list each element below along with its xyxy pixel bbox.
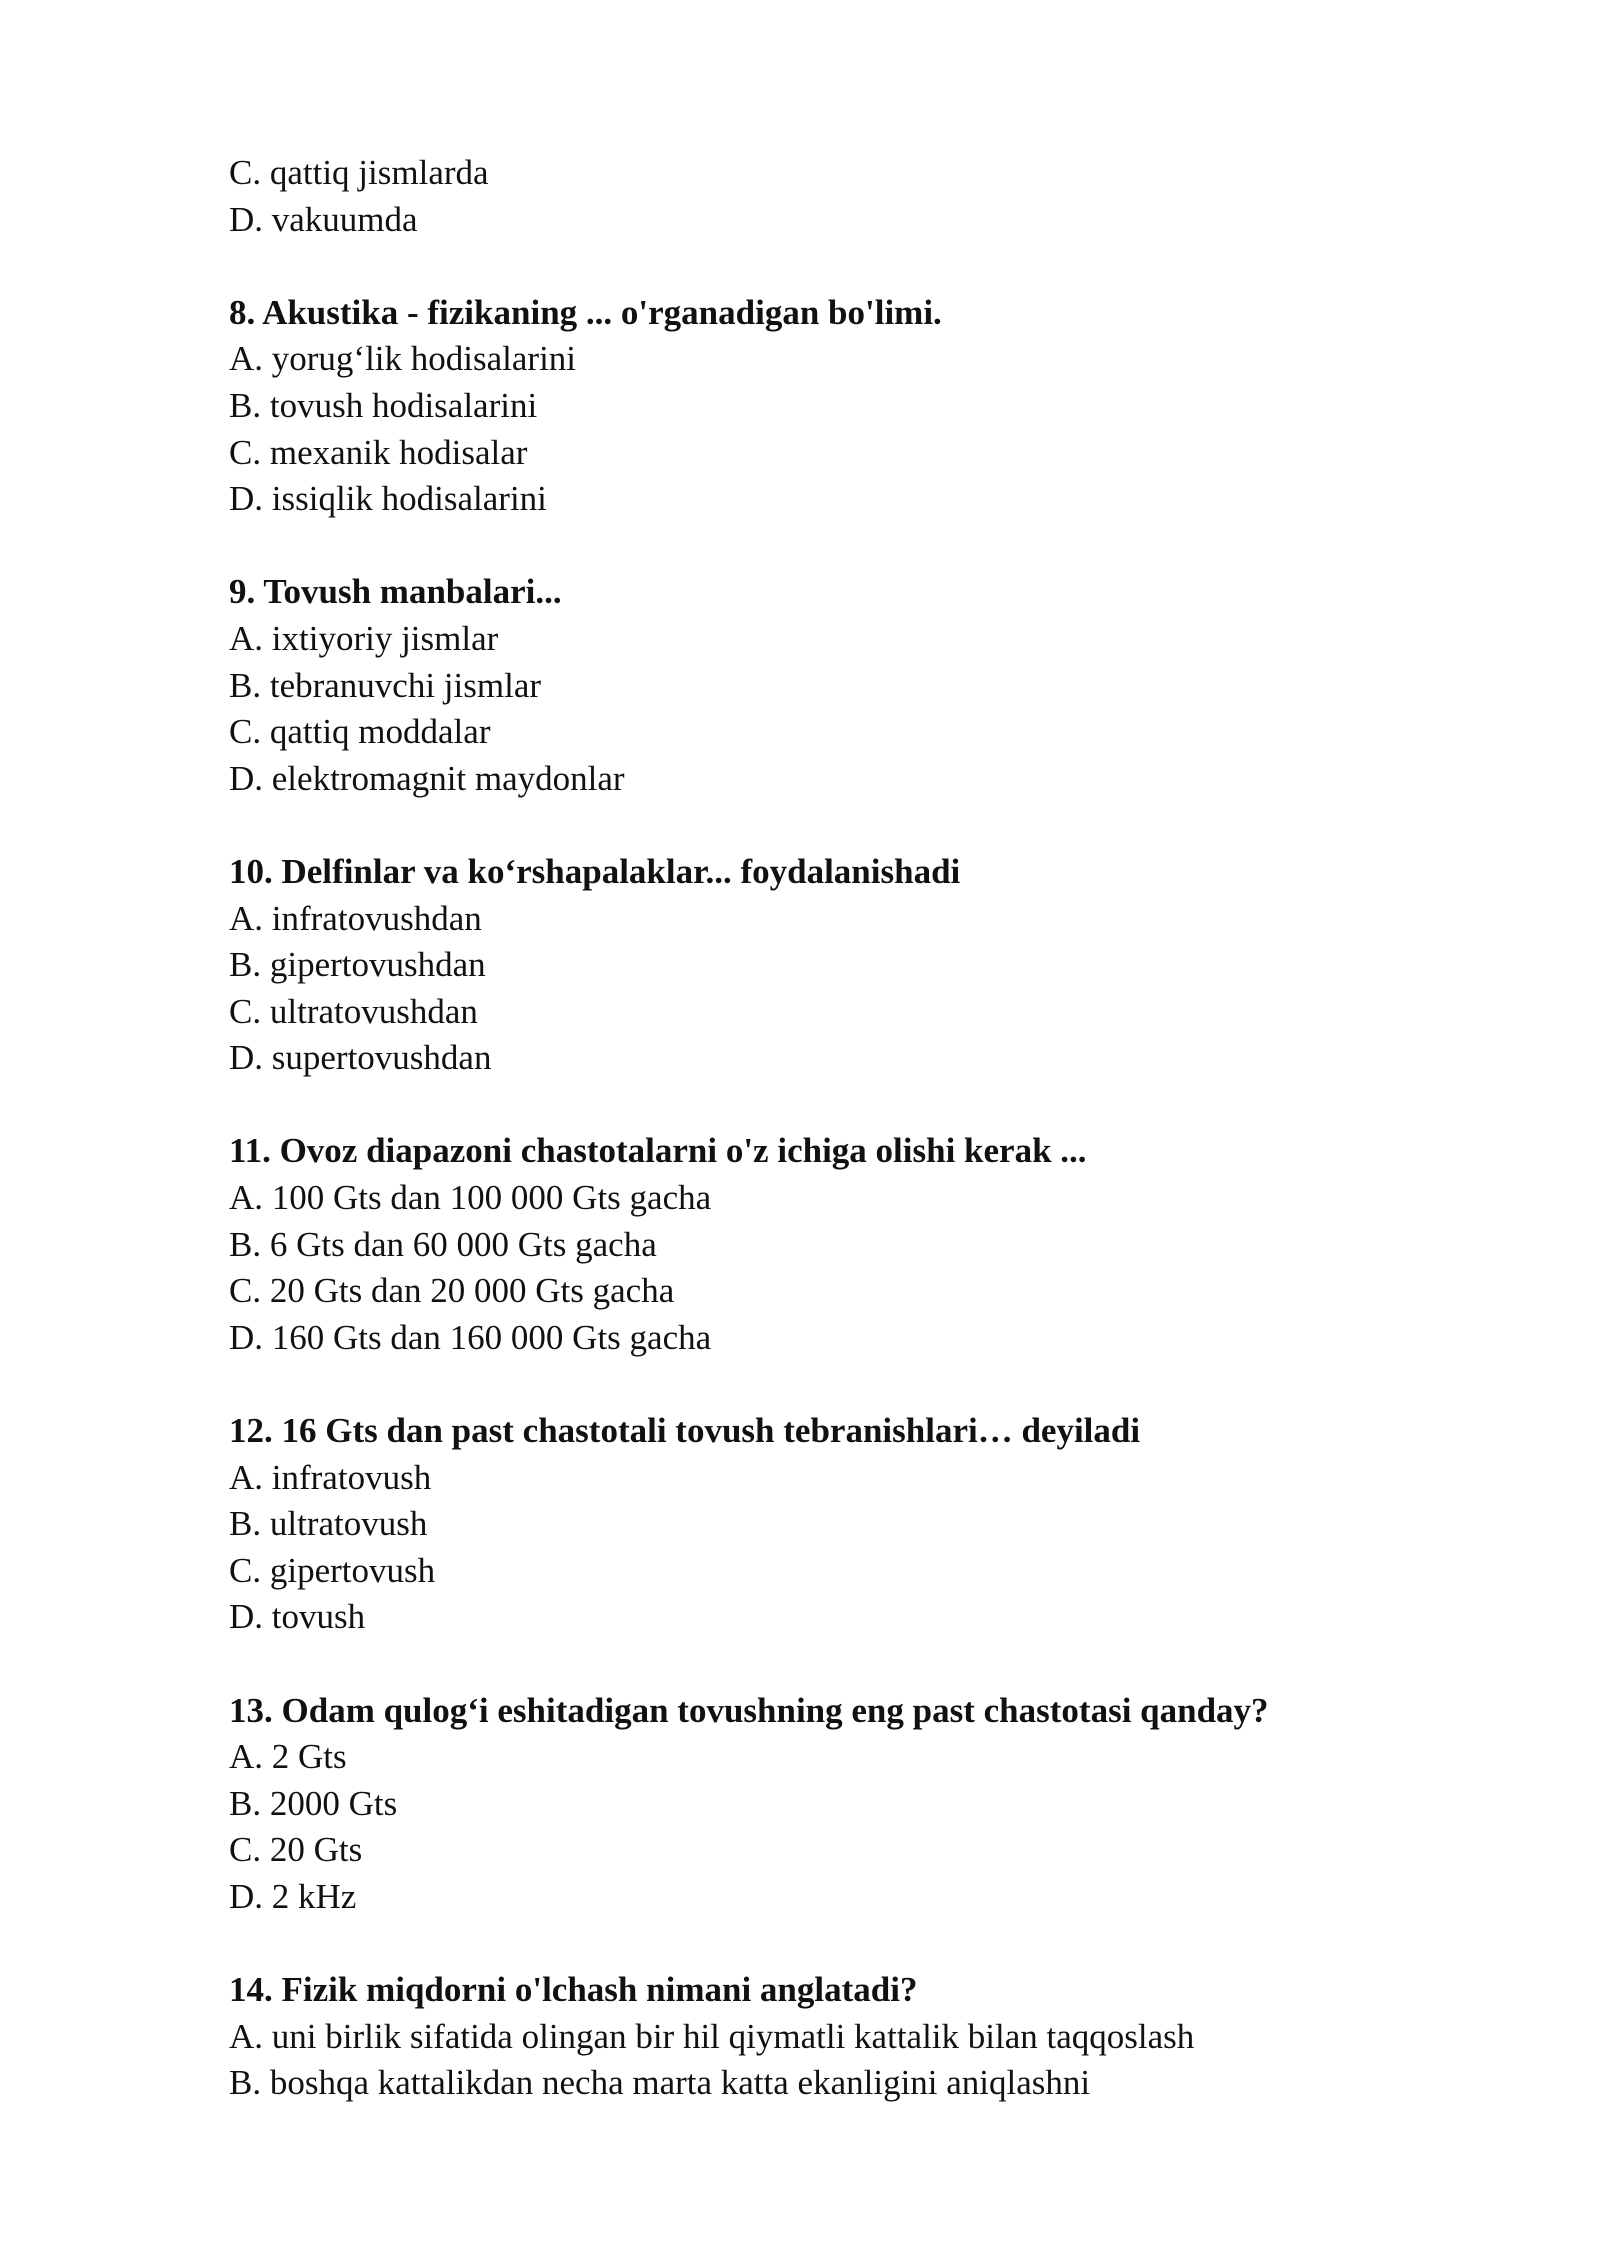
option-line: A. ixtiyoriy jismlar	[229, 618, 499, 658]
option-line: B. tovush hodisalarini	[229, 385, 538, 425]
option-line: A. infratovush	[229, 1457, 432, 1497]
option-line: C. qattiq moddalar	[229, 712, 491, 752]
spacer	[229, 523, 1429, 570]
option-line: B. ultratovush	[229, 1504, 428, 1544]
question-block-12	[229, 1408, 1429, 1641]
option-line: A. 100 Gts dan 100 000 Gts gacha	[229, 1178, 712, 1218]
spacer	[229, 1361, 1429, 1408]
spacer	[229, 1921, 1429, 1968]
option-line: B. gipertovushdan	[229, 945, 486, 985]
option-line: B. tebranuvchi jismlar	[229, 665, 542, 705]
option-line: C. 20 Gts dan 20 000 Gts gacha	[229, 1271, 675, 1311]
option-line: C. qattiq jismlarda	[229, 153, 489, 192]
option-line: A. infratovushdan	[229, 898, 482, 938]
option-line: C. ultratovushdan	[229, 991, 478, 1031]
option-line: D. elektromagnit maydonlar	[229, 758, 625, 798]
option-line: C. gipertovush	[229, 1550, 436, 1590]
option-line: A. uni birlik sifatida olingan bir hil qiymatli kattalik bilan taqqoslash	[229, 2016, 1195, 2056]
option-line: A. yorug‘lik hodisalarini	[229, 339, 577, 379]
option-line: D. supertovushdan	[229, 1038, 492, 1078]
option-line: B. 2000 Gts	[229, 1783, 398, 1823]
option-line: D. 2 kHz	[229, 1876, 357, 1916]
document-page	[229, 150, 1429, 2107]
question-block-11	[229, 1128, 1429, 1361]
question-text: 13. Odam qulog‘i eshitadigan tovushning eng past chastotasi qanday?	[229, 1690, 1269, 1730]
leading-options	[229, 150, 1429, 243]
option-line: D. tovush	[229, 1597, 366, 1637]
spacer	[229, 1082, 1429, 1129]
question-text: 9. Tovush manbalari...	[229, 572, 562, 612]
option-line: A. 2 Gts	[229, 1737, 347, 1777]
spacer	[229, 1641, 1429, 1688]
question-block-14	[229, 1967, 1429, 2107]
spacer	[229, 802, 1429, 849]
question-text: 10. Delfinlar va ko‘rshapalaklar... foydalanishadi	[229, 851, 961, 891]
question-block-13	[229, 1688, 1429, 1921]
option-line: C. 20 Gts	[229, 1830, 363, 1870]
question-text: 11. Ovoz diapazoni chastotalarni o'z ichiga olishi kerak ...	[229, 1131, 1087, 1171]
question-text: 8. Akustika - fizikaning ... o'rganadigan bo'limi.	[229, 292, 942, 332]
question-text: 12. 16 Gts dan past chastotali tovush tebranishlari… deyiladi	[229, 1411, 1141, 1451]
question-block-10	[229, 849, 1429, 1082]
option-line: B. boshqa kattalikdan necha marta katta ekanligini aniqlashni	[229, 2063, 1091, 2103]
question-text: 14. Fizik miqdorni o'lchash nimani anglatadi?	[229, 1970, 918, 2010]
spacer	[229, 243, 1429, 290]
option-line: D. issiqlik hodisalarini	[229, 479, 547, 519]
option-line: D. vakuumda	[229, 199, 418, 239]
option-line: C. mexanik hodisalar	[229, 432, 528, 472]
question-block-8	[229, 290, 1429, 523]
option-line: B. 6 Gts dan 60 000 Gts gacha	[229, 1224, 657, 1264]
question-block-9	[229, 569, 1429, 802]
option-line: D. 160 Gts dan 160 000 Gts gacha	[229, 1317, 712, 1357]
